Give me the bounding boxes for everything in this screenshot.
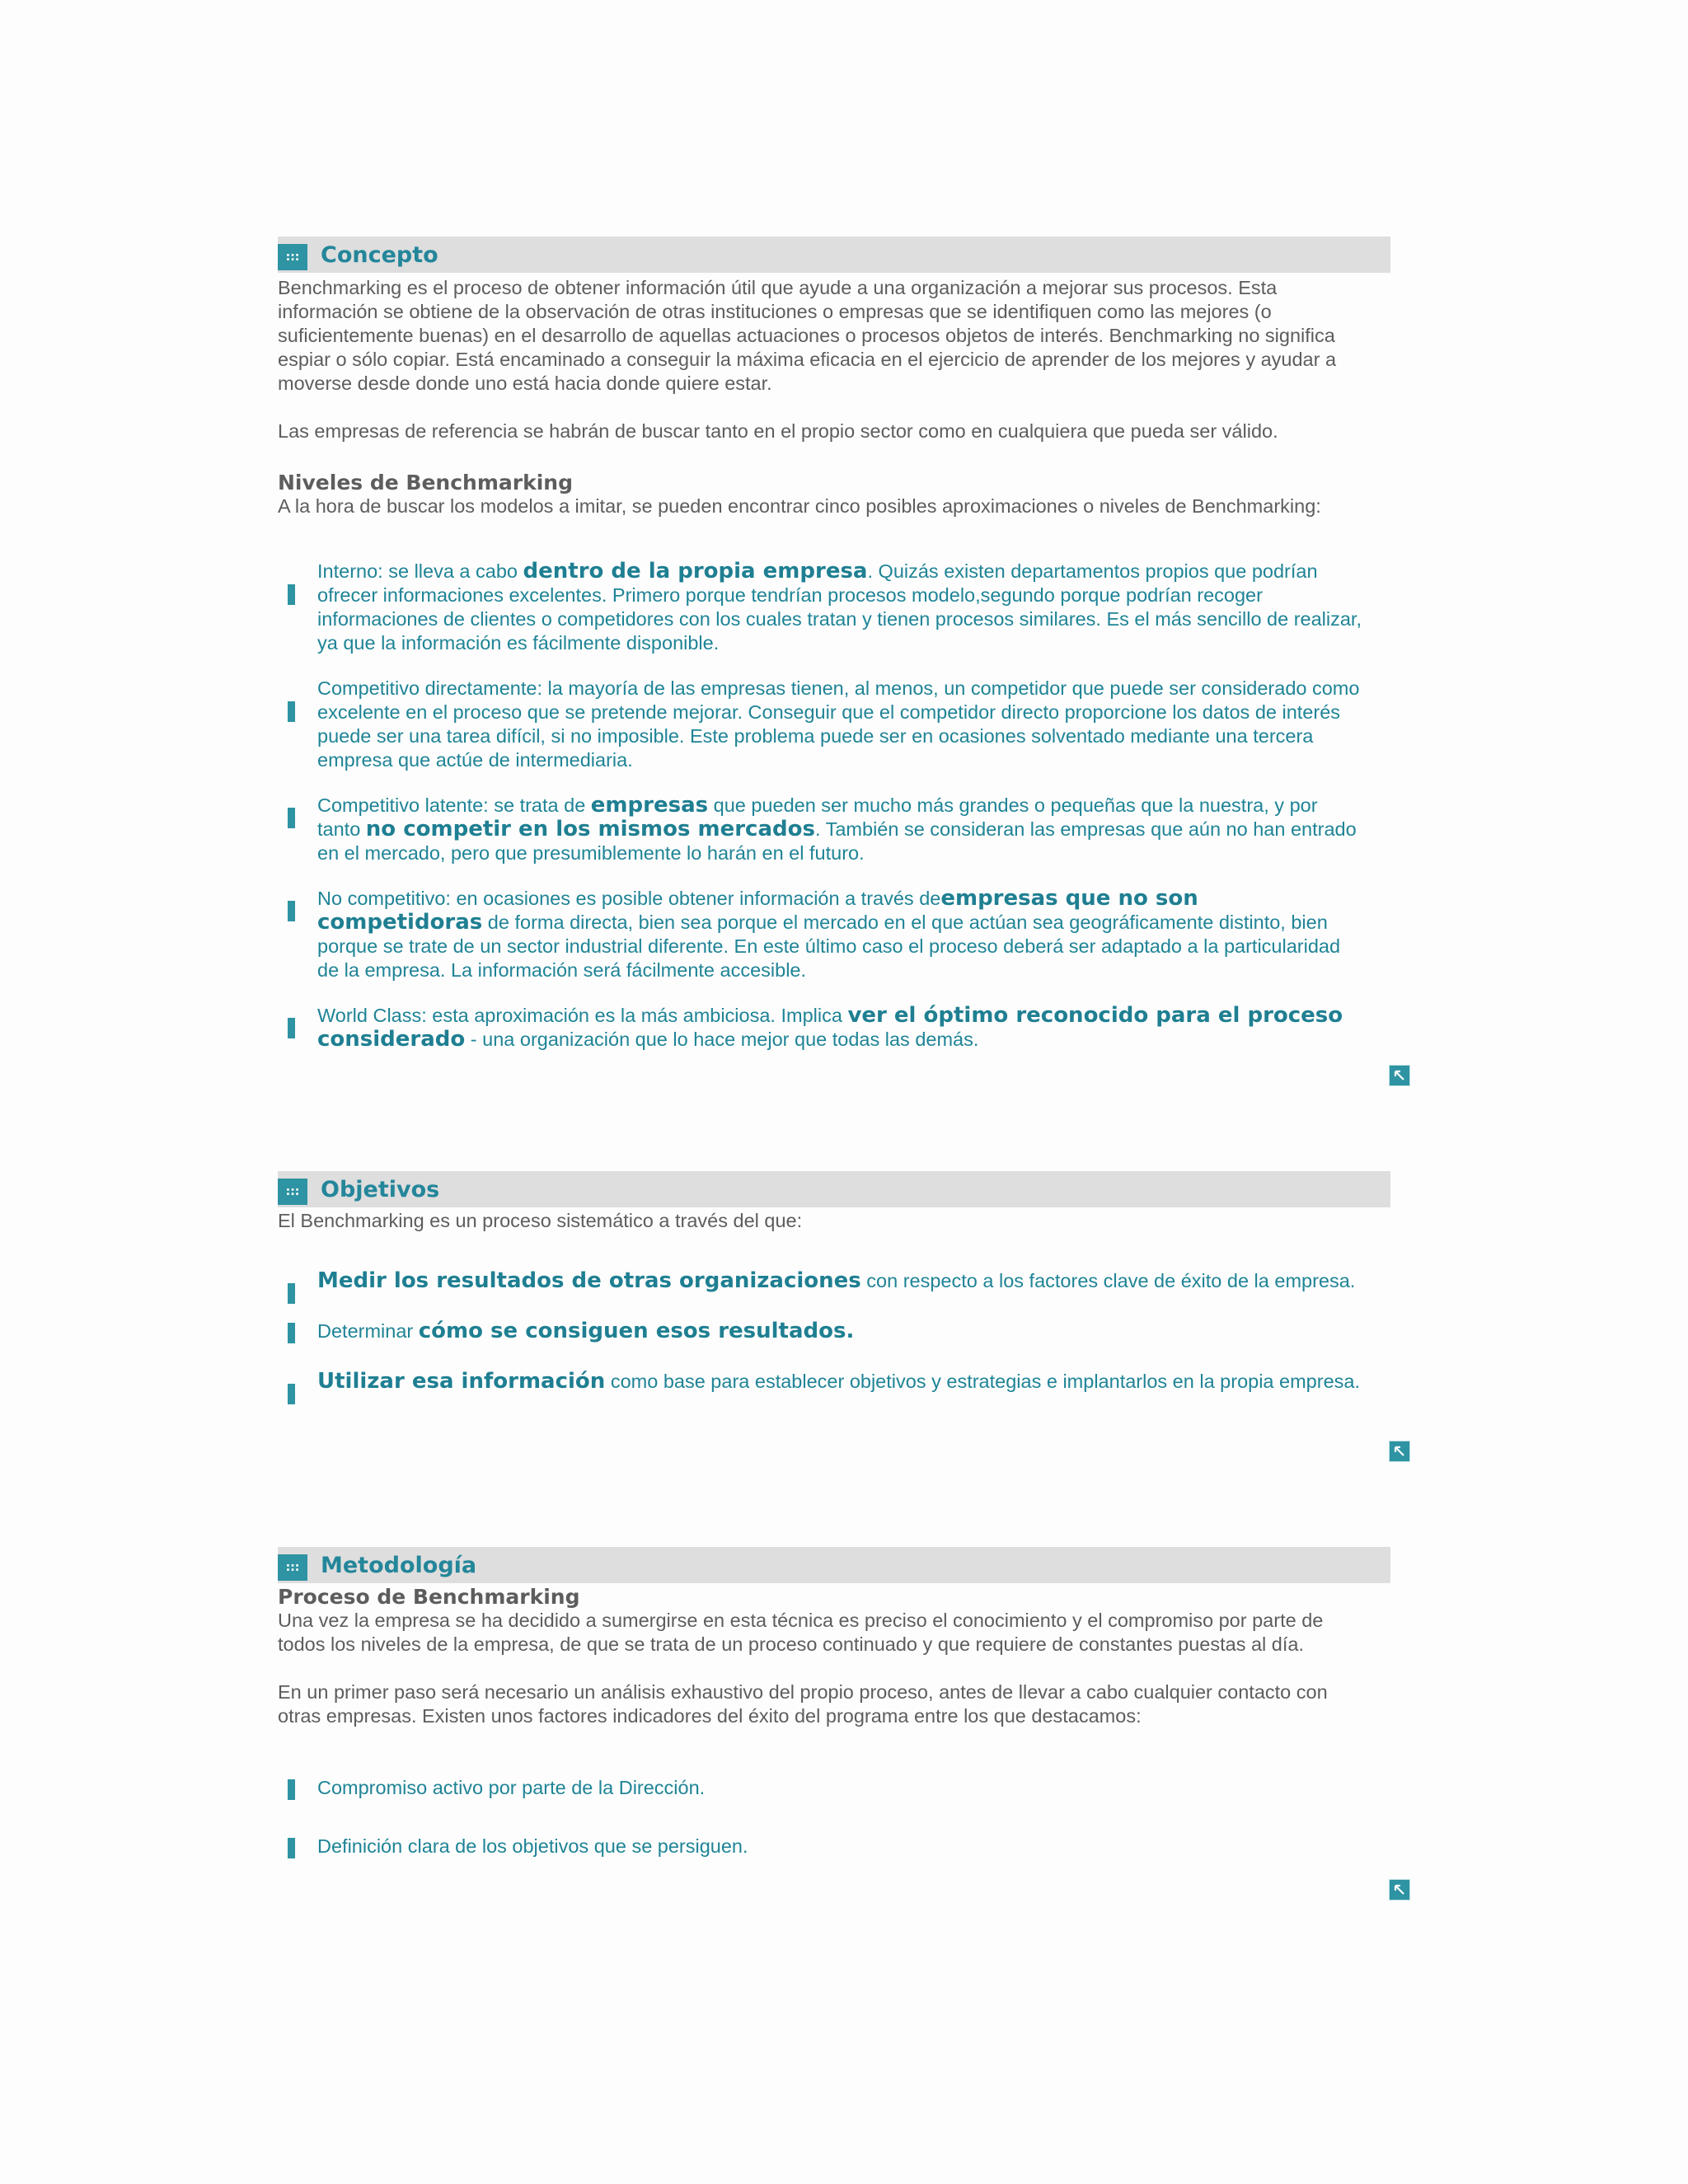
section-title: Objetivos <box>321 1176 440 1202</box>
emphasis: dentro de la propia empresa <box>523 559 868 583</box>
list-item: Determinar cómo se consiguen esos resultados. <box>278 1319 1366 1343</box>
paragraph: Una vez la empresa se ha decidido a sumergirse en esta técnica es preciso el conocimiento y el compromiso por parte de todos los niveles de la empresa, de que se trata de un proceso continuado y que requiere de constantes puestas al día. <box>278 1610 1324 1655</box>
levels-list <box>278 560 1366 1052</box>
list-item: Competitivo latente: se trata de empresas que pueden ser mucho más grandes o pequeñas que la nuestra, y por tanto no competir en los mismos mercados. También se consideran las empresas que aún no han entrado en el mercado, pero que presumiblemente lo harán en el futuro. <box>278 794 1366 865</box>
section-metodologia <box>278 1547 1390 1858</box>
emphasis: empresas que no son competidoras <box>317 886 1198 935</box>
paragraph: A la hora de buscar los modelos a imitar, se pueden encontrar cinco posibles aproximaciones o niveles de Benchmarking: <box>278 495 1321 517</box>
bullet-marker-icon <box>288 1384 295 1404</box>
emphasis: cómo se consiguen esos resultados. <box>418 1319 855 1343</box>
emphasis: empresas <box>590 793 709 818</box>
list-item: Interno: se lleva a cabo dentro de la propia empresa. Quizás existen departamentos propios que podrían ofrecer informaciones excelentes. Primero porque tendrían procesos modelo,segundo porque podrían recoger informaciones de clientes o competidores con los cuales tratan y tienen procesos similares. Es el más sencillo de realizar, ya que la información es fácilmente disponible. <box>278 560 1366 655</box>
section-bullet-icon: ::: <box>278 1179 307 1205</box>
section-header <box>278 1171 1390 1207</box>
subheading: Proceso de Benchmarking <box>278 1585 580 1609</box>
section-bullet-icon: ::: <box>278 1554 307 1581</box>
bullet-marker-icon <box>288 701 295 722</box>
bullet-marker-icon <box>288 1323 295 1343</box>
paragraph: En un primer paso será necesario un análisis exhaustivo del propio proceso, antes de llevar a cabo cualquier contacto con otras empresas. Existen unos factores indicadores del éxito del programa entre los que destacamos: <box>278 1681 1328 1727</box>
factors-list <box>278 1776 1366 1858</box>
bullet-marker-icon <box>288 1283 295 1304</box>
back-to-top-icon[interactable] <box>1389 1065 1410 1086</box>
section-bullet-icon: ::: <box>278 244 307 270</box>
section-header <box>278 237 1390 273</box>
subheading: Niveles de Benchmarking <box>278 471 573 494</box>
list-item: Definición clara de los objetivos que se persiguen. <box>278 1835 1366 1858</box>
emphasis: ver el óptimo reconocido para el proceso considerado <box>317 1003 1343 1052</box>
paragraph: Las empresas de referencia se habrán de buscar tanto en el propio sector como en cualquiera que pueda ser válido. <box>278 420 1278 442</box>
list-item: No competitivo: en ocasiones es posible obtener información a través deempresas que no son competidoras de forma directa, bien sea porque el mercado en el que actúan sea geográficamente distinto, bien porque se trate de un sector industrial diferente. En este último caso el proceso deberá ser adaptado a la particularidad de la empresa. La información será fácilmente accesible. <box>278 887 1366 982</box>
section-title: Concepto <box>321 241 438 268</box>
paragraph: El Benchmarking es un proceso sistemático a través del que: <box>278 1210 803 1231</box>
bullet-marker-icon <box>288 584 295 605</box>
paragraph: Benchmarking es el proceso de obtener información útil que ayude a una organización a mejorar sus procesos. Esta información se obtiene de la observación de otras instituciones o empresas que se identifiquen como las mejores (o suficientemente buenas) en el desarrollo de aquellas actuaciones o procesos objetos de interés. Benchmarking no significa espiar o sólo copiar. Está encaminado a conseguir la máxima eficacia en el ejercicio de aprender de los mejores y ayudar a moverse desde donde uno está hacia donde quiere estar. <box>278 277 1337 394</box>
bullet-marker-icon <box>288 901 295 921</box>
bullet-marker-icon <box>288 1779 295 1800</box>
section-objetivos <box>278 1171 1390 1394</box>
list-item: Competitivo directamente: la mayoría de las empresas tienen, al menos, un competidor que puede ser considerado como excelente en el proceso que se pretende mejorar. Conseguir que el competidor directo proporcione los datos de interés puede ser una tarea difícil, si no imposible. Este problema puede ser en ocasiones solventado mediante una tercera empresa que actúe de intermediaria. <box>278 677 1366 772</box>
list-item: World Class: esta aproximación es la más ambiciosa. Implica ver el óptimo reconocido para el proceso considerado - una organización que lo hace mejor que todas las demás. <box>278 1004 1366 1052</box>
emphasis: Utilizar esa información <box>317 1369 606 1394</box>
back-to-top-icon[interactable] <box>1389 1879 1410 1900</box>
bullet-marker-icon <box>288 808 295 828</box>
bullet-marker-icon <box>288 1838 295 1858</box>
list-item: Medir los resultados de otras organizaciones con respecto a los factores clave de éxito de la empresa. <box>278 1269 1366 1293</box>
back-to-top-icon[interactable] <box>1389 1441 1410 1462</box>
objectives-list <box>278 1269 1366 1394</box>
bullet-marker-icon <box>288 1018 295 1038</box>
list-item: Compromiso activo por parte de la Dirección. <box>278 1776 1366 1800</box>
emphasis: no competir en los mismos mercados <box>365 817 815 841</box>
list-item: Utilizar esa información como base para establecer objetivos y estrategias e implantarlos en la propia empresa. <box>278 1370 1366 1394</box>
section-concepto <box>278 237 1390 1052</box>
emphasis: Medir los resultados de otras organizaciones <box>317 1268 861 1293</box>
section-header <box>278 1547 1390 1583</box>
section-title: Metodología <box>321 1552 477 1578</box>
